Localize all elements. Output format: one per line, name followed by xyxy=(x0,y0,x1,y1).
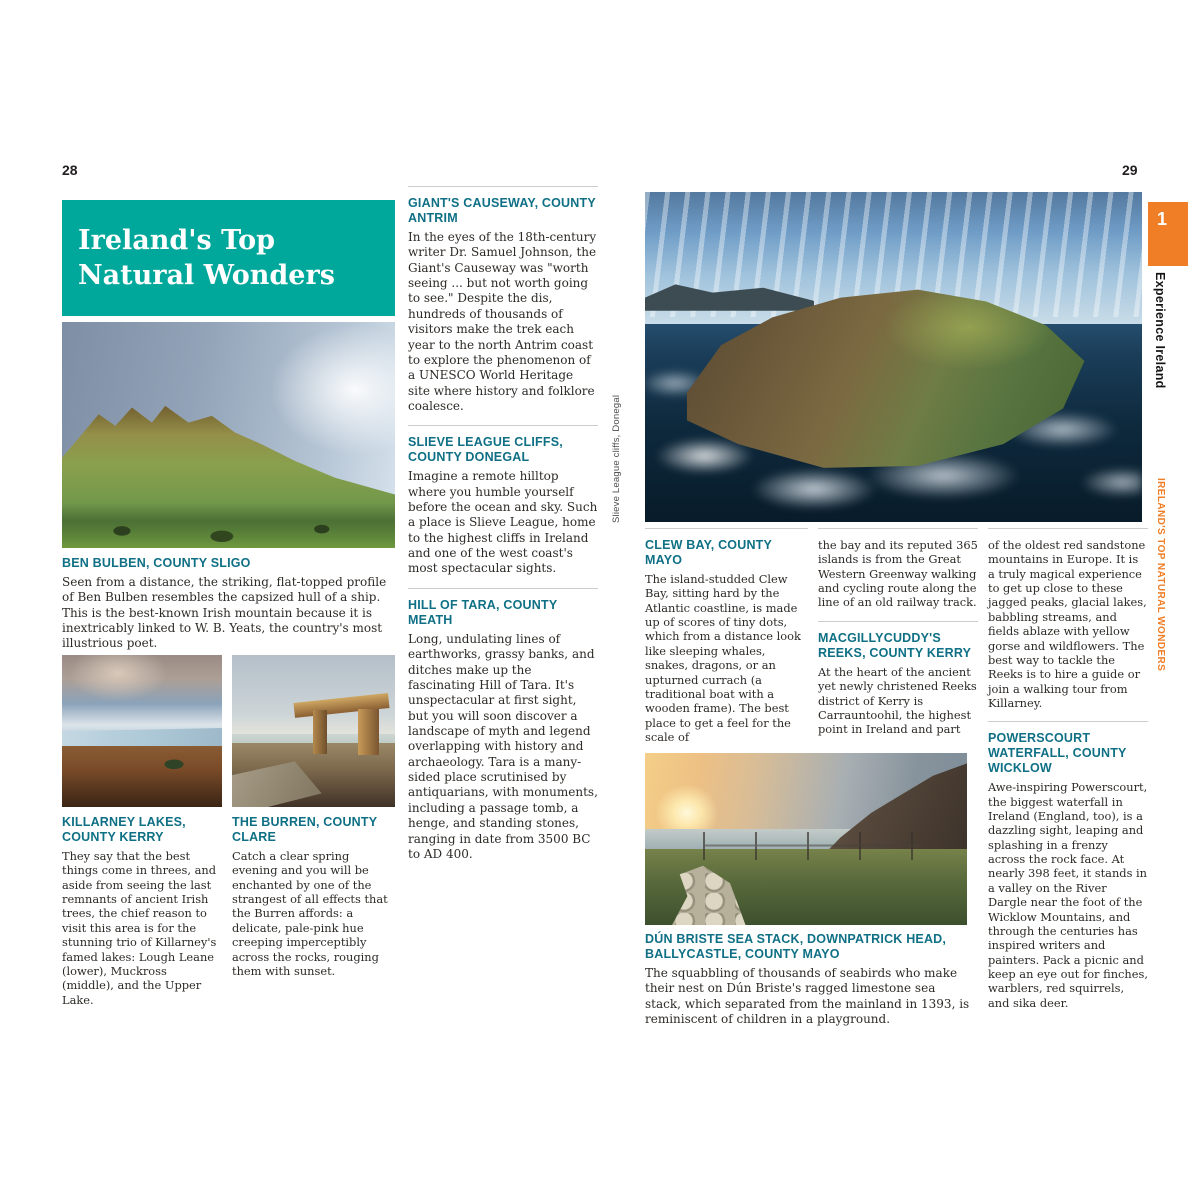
powerscourt-heading: POWERSCOURT WATERFALL, COUNTY WICKLOW xyxy=(988,731,1127,776)
slieve-league-body: Imagine a remote hilltop where you humble yourself before the ocean and sky. Such a place is Slieve League, home to the highest cliffs in Ireland and one of the west coast's most spectacular sights. xyxy=(408,469,598,576)
far-right-column xyxy=(988,528,1148,1010)
page-title-line-1: Ireland's Top xyxy=(78,224,276,256)
dun-briste-body: The squabbling of thousands of seabirds who make their nest on Dún Briste's ragged limestone sea stack, which separated from the mainland in 1393, is reminiscent of children in a playground. xyxy=(645,966,970,1027)
photo-fence xyxy=(703,832,922,860)
hill-of-tara-body: Long, undulating lines of earthworks, grassy banks, and ditches make up the fascinating Hill of Tara. It's unspectacular at first sight, but you will soon discover a landscape of myth and legend overlapping with history and archaeology. Tara is a many-sided place scrutinised by antiquarians, with monuments, including a passage tomb, a henge, and standing stones, ranging in date from 3500 BC to AD 400. xyxy=(408,631,598,861)
page-title xyxy=(62,200,395,316)
powerscourt-body: Awe-inspiring Powerscourt, the biggest waterfall in Ireland (England, too), is a dazzling sight, leaping and splashing in a frenzy across the rock face. At nearly 398 feet, it stands in a valley on the River Dargle near the foot of the Wicklow Mountains, and through the centuries has inspired writers and painters. Pack a picnic and keep an eye out for finches, warblers, red squirrels, and sika deer. xyxy=(988,780,1148,1010)
clew-bay-heading: CLEW BAY, COUNTY MAYO xyxy=(645,538,772,567)
photo-credit-caption: Slieve League cliffs, Donegal xyxy=(611,394,622,523)
dolmen-leg xyxy=(313,710,327,754)
page-number-right: 29 xyxy=(1122,162,1138,178)
giants-causeway-section xyxy=(408,196,598,414)
dun-briste-section xyxy=(645,932,973,1027)
burren-dolmen-photo xyxy=(232,655,395,807)
hill-of-tara-heading: HILL OF TARA, COUNTY MEATH xyxy=(408,597,558,627)
clew-bay-body: The island-studded Clew Bay, sitting hard by the Atlantic coastline, is made up of scores of tiny dots, which from a distance look like sleeping whales, snakes, dragons, or an upturned currach (a traditional boat with a wooden frame). The best place to get a feel for the scale of xyxy=(645,572,801,744)
clew-bay-section xyxy=(645,538,808,744)
clew-bay-column xyxy=(645,528,808,744)
ben-bulben-body: Seen from a distance, the striking, flat-topped profile of Ben Bulben resembles the capsized hull of a ship. This is the best-known Irish mountain because it is inextricably linked to W. B. Yeats, the country's most illustrious poet. xyxy=(62,575,387,651)
chapter-number: 1 xyxy=(1157,209,1168,229)
macgillycuddy-heading: MACGILLYCUDDY'S REEKS, COUNTY KERRY xyxy=(818,630,972,660)
middle-right-column xyxy=(818,528,978,737)
clew-bay-body-continued: the bay and its reputed 365 islands is from the Great Western Greenway walking and cycling route along the line of an old railway track. xyxy=(818,538,978,610)
page-title-line-2: Natural Wonders xyxy=(78,260,335,291)
photo-dolmen xyxy=(294,698,389,756)
slieve-league-heading: SLIEVE LEAGUE CLIFFS, COUNTY DONEGAL xyxy=(408,435,563,465)
chapter-label-vertical: Experience Ireland xyxy=(1152,272,1167,389)
killarney-lakes-photo xyxy=(62,655,222,807)
ben-bulben-photo xyxy=(62,322,395,548)
giants-causeway-heading: GIANT'S CAUSEWAY, COUNTY ANTRIM xyxy=(408,196,596,225)
dolmen-leg xyxy=(358,709,379,755)
killarney-section xyxy=(62,815,222,1007)
ben-bulben-heading: BEN BULBEN, COUNTY SLIGO xyxy=(62,556,251,570)
giants-causeway-body: In the eyes of the 18th-century writer Dr. Samuel Johnson, the Giant's Causeway was "worth seeing ... but not worth going to see." Despite the dis, hundreds of thousands of visitors make the trek each year to the north Antrim coast to explore the phenomenon of a UNESCO World Heritage site where history and folklore coalesce. xyxy=(408,230,597,413)
section-label-vertical: IRELAND'S TOP NATURAL WONDERS xyxy=(1155,478,1166,672)
burren-section xyxy=(232,815,395,978)
photo-foreground xyxy=(62,503,395,548)
killarney-body: They say that the best things come in threes, and aside from seeing the last remnants of ancient Irish trees, the chief reason to visit this area is for the stunning trio of Killarney's famed lakes: Lough Leane (lower), Muckross (middle), and the Upper Lake. xyxy=(62,849,217,1007)
slieve-league-photo-large xyxy=(645,192,1142,522)
dun-briste-sunset-photo xyxy=(645,753,967,925)
ben-bulben-section xyxy=(62,556,395,652)
macgillycuddy-section xyxy=(818,621,978,737)
powerscourt-section xyxy=(988,721,1148,1010)
left-page-column-2 xyxy=(408,186,598,862)
hill-of-tara-section xyxy=(408,588,598,862)
burren-body: Catch a clear spring evening and you will be enchanted by one of the strangest of all effects that the Burren affords: a delicate, pale-pink hue creeping imperceptibly across the rocks, rouging them with sunset. xyxy=(232,849,388,978)
macgillycuddy-body-continued: of the oldest red sandstone mountains in Europe. It is a truly magical experience to get up close to these jagged peaks, glacial lakes, babbling streams, and fields ablaze with yellow gorse and wildflowers. The best way to tackle the Reeks is to hire a guide or join a walking tour from Killarney. xyxy=(988,538,1147,710)
killarney-heading: KILLARNEY LAKES, COUNTY KERRY xyxy=(62,815,186,844)
page-number-left: 28 xyxy=(62,162,78,178)
burren-heading: THE BURREN, COUNTY CLARE xyxy=(232,815,378,844)
macgillycuddy-body: At the heart of the ancient yet newly christened Reeks district of Kerry is Carrauntoohil, the highest point in Ireland and part xyxy=(818,664,977,737)
slieve-league-section xyxy=(408,425,598,577)
dun-briste-heading: DÚN BRISTE SEA STACK, DOWNPATRICK HEAD, BALLYCASTLE, COUNTY MAYO xyxy=(645,932,947,961)
chapter-tab xyxy=(1148,202,1188,266)
photo-foreground xyxy=(62,746,222,807)
